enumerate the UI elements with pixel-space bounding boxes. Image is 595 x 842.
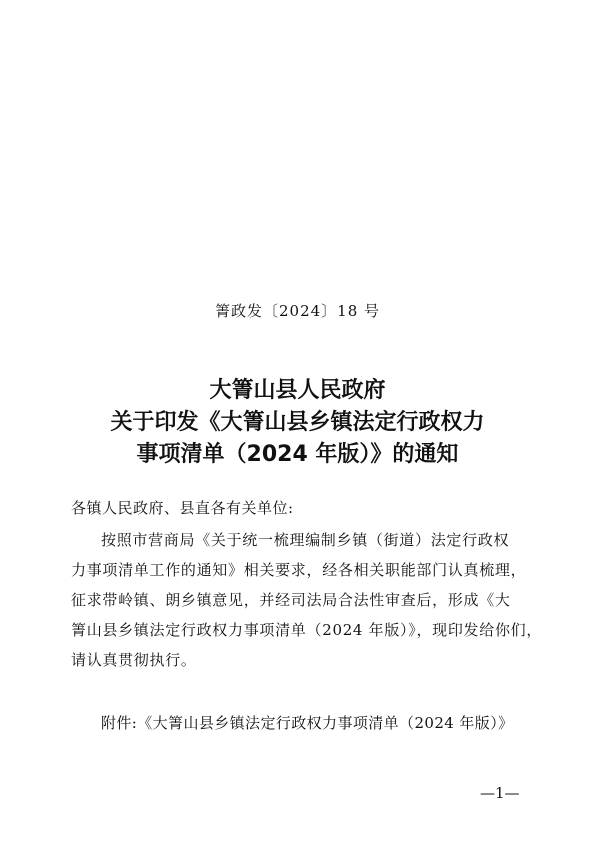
title-line-subject-cont: 事项清单（2024 年版）》的通知 bbox=[136, 442, 459, 467]
attachment-note: 附件:《大箐山县乡镇法定行政权力事项清单（2024 年版）》 bbox=[101, 714, 514, 732]
title-line-subject: 关于印发《大箐山县乡镇法定行政权力 bbox=[110, 410, 485, 435]
body-line: 按照市营商局《关于统一梳理编制乡镇（街道）法定行政权 bbox=[101, 531, 510, 549]
document-title bbox=[0, 375, 595, 471]
salutation: 各镇人民政府、县直各有关单位: bbox=[71, 499, 294, 517]
body-line: 力事项清单工作的通知》相关要求，经各相关职能部门认真梳理， bbox=[71, 561, 527, 579]
body-line: 箐山县乡镇法定行政权力事项清单（2024 年版）》，现印发给你们， bbox=[71, 621, 543, 639]
page-number: —1— bbox=[480, 784, 520, 802]
body-line: 请认真贯彻执行。 bbox=[71, 651, 197, 669]
title-line-issuer: 大箐山县人民政府 bbox=[209, 378, 386, 403]
document-number: 箐政发〔2024〕18 号 bbox=[214, 302, 381, 320]
body-paragraph bbox=[71, 525, 543, 675]
body-line: 征求带岭镇、朗乡镇意见，并经司法局合法性审查后，形成《大 bbox=[71, 591, 511, 609]
